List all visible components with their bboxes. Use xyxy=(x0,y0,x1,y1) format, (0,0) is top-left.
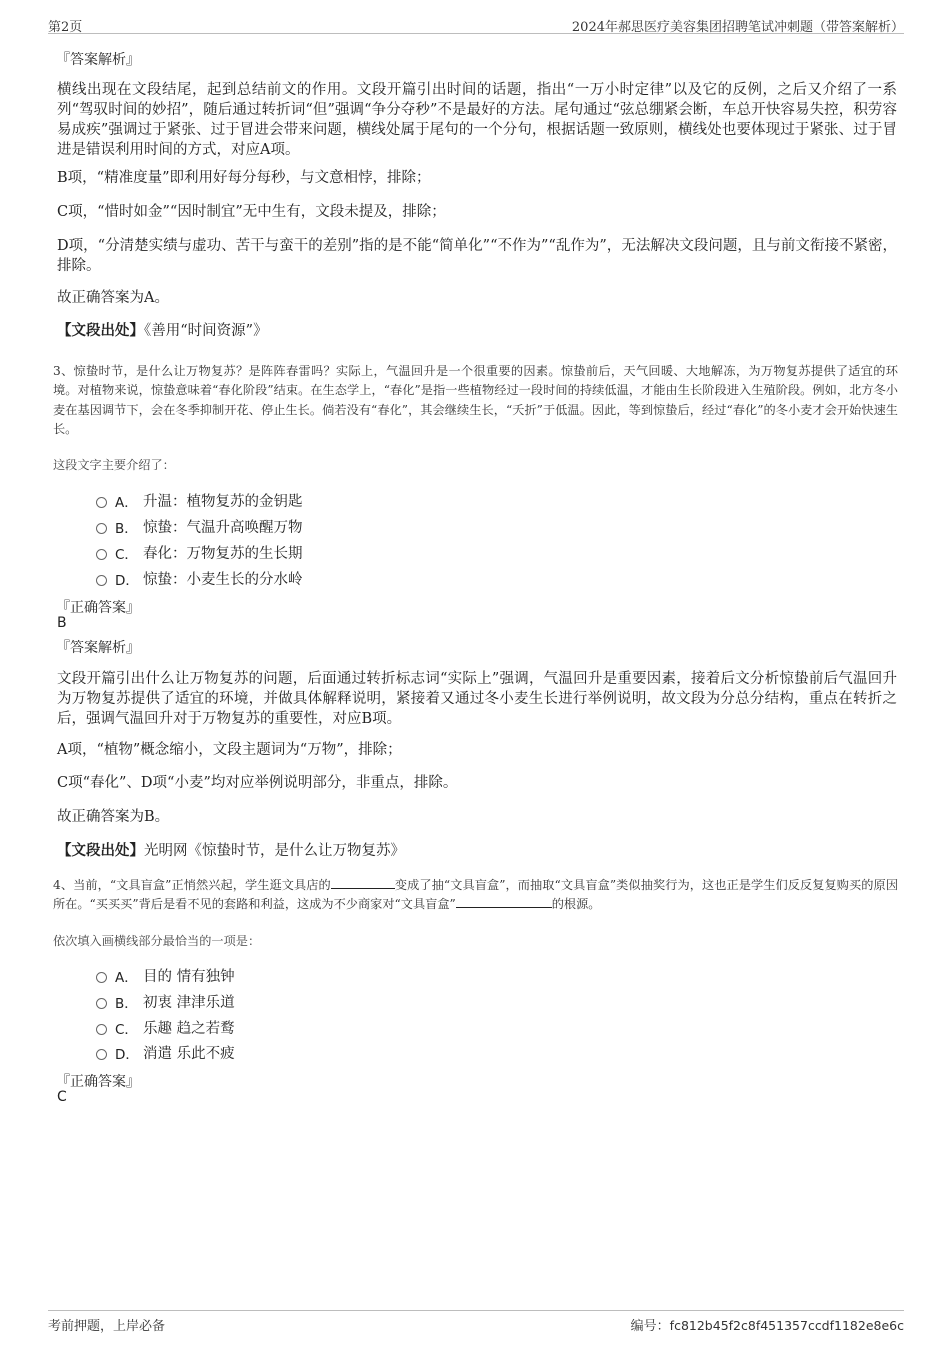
radio-icon[interactable] xyxy=(96,1049,107,1060)
footer-slogan: 考前押题，上岸必备 xyxy=(48,1319,166,1334)
q2-analysis-label: 『答案解析』 xyxy=(56,52,140,68)
option-letter: A． xyxy=(115,969,138,986)
q2-conclusion: 故正确答案为A。 xyxy=(57,290,169,306)
q3-option-b[interactable] xyxy=(96,516,303,537)
option-text: 惊蛰：小麦生长的分水岭 xyxy=(143,572,303,588)
option-text: 惊蛰：气温升高唤醒万物 xyxy=(143,520,303,536)
radio-icon[interactable] xyxy=(96,998,107,1009)
q3-option-d[interactable] xyxy=(96,568,303,589)
page-header xyxy=(48,14,904,34)
q2-source-text: 《善用“时间资源”》 xyxy=(144,323,268,339)
radio-icon[interactable] xyxy=(96,497,107,508)
page-number: 第2页 xyxy=(48,20,83,35)
option-letter: D． xyxy=(115,572,139,589)
code-value: fc812b45f2c8f451357ccdf1182e8e6c xyxy=(669,1318,904,1333)
q4-option-b[interactable] xyxy=(96,991,235,1012)
radio-icon[interactable] xyxy=(96,1024,107,1035)
option-letter: D． xyxy=(115,1046,139,1063)
radio-icon[interactable] xyxy=(96,523,107,534)
code-label: 编号： xyxy=(630,1319,670,1334)
q3-source-label: 【文段出处】 xyxy=(57,842,144,859)
q3-prompt: 这段文字主要介绍了： xyxy=(53,458,175,472)
q2-option-c-analysis: C项，“惜时如金”“因时制宜”无中生有，文段未提及，排除； xyxy=(57,204,446,220)
q4-option-a[interactable] xyxy=(96,965,235,986)
option-letter: B． xyxy=(115,995,138,1012)
q3-conclusion: 故正确答案为B。 xyxy=(57,809,170,825)
q4-stem xyxy=(53,876,898,915)
option-letter: B． xyxy=(115,520,138,537)
q4-stem-part3: 的根源。 xyxy=(551,897,601,912)
option-text: 消遣 乐此不疲 xyxy=(143,1046,235,1062)
q3-option-a[interactable] xyxy=(96,490,303,511)
q3-answer: B xyxy=(57,615,67,631)
option-text: 目的 情有独钟 xyxy=(143,969,235,985)
option-text: 升温：植物复苏的金钥匙 xyxy=(143,494,303,510)
q4-blank-2 xyxy=(456,895,552,908)
q3-option-a-analysis: A项，“植物”概念缩小，文段主题词为“万物”，排除； xyxy=(57,742,402,758)
radio-icon[interactable] xyxy=(96,549,107,560)
q2-option-d-analysis: D项，“分清楚实绩与虚功、苦干与蛮干的差别”指的是不能“简单化”“不作为”“乱作为”，无法解决文段问题，且与前文衔接不紧密，排除。 xyxy=(57,238,897,274)
radio-icon[interactable] xyxy=(96,972,107,983)
page-footer xyxy=(48,1310,904,1334)
option-text: 春化：万物复苏的生长期 xyxy=(143,546,303,562)
document-code xyxy=(631,1315,904,1334)
option-text: 乐趣 趋之若鹜 xyxy=(143,1021,235,1037)
q4-blank-1 xyxy=(331,876,395,889)
option-letter: C． xyxy=(115,546,138,563)
q3-source-text: 光明网《惊蛰时节，是什么让万物复苏》 xyxy=(144,843,405,859)
q2-analysis: 横线出现在文段结尾，起到总结前文的作用。文段开篇引出时间的话题，指出“一万小时定律”以及它的反例，之后又介绍了一系列“驾驭时间的妙招”，随后通过转折词“但”强调“争分夺秒”不是最好的方法。尾句通过“弦总绷紧会断，车总开快容易失控，积劳容易成疾”强调过于紧张、过于冒进会带来问题，横线处属于尾句的一个分句，根据话题一致原则，横线处也要体现过于紧张、过于冒进是错误利用时间的方式，对应A项。 xyxy=(57,82,897,158)
q4-stem-part2: 变成了抽“文具盲盒”，而抽取“文具盲盒”类似抽奖行为，这也正是学生们反反复复购买的原因所在。“买买买”背后是看不见的套路和利益，这成为不少商家对“文具盲盒” xyxy=(53,878,899,912)
option-letter: A． xyxy=(115,494,138,511)
radio-icon[interactable] xyxy=(96,575,107,586)
q3-analysis: 文段开篇引出什么让万物复苏的问题，后面通过转折标志词“实际上”强调，气温回升是重要因素，接着后文分析惊蛰前后气温回升为万物复苏提供了适宜的环境，并做具体解释说明，紧接着又通过冬小麦生长进行举例说明，故文段为分总分结构，重点在转折之后，强调气温回升对于万物复苏的重要性，对应B项。 xyxy=(57,671,897,727)
q2-source-label: 【文段出处】 xyxy=(57,322,144,339)
q3-option-cd-analysis: C项“春化”、D项“小麦”均对应举例说明部分，非重点，排除。 xyxy=(57,775,458,791)
q3-answer-label: 『正确答案』 xyxy=(56,600,140,616)
q2-source xyxy=(57,321,897,341)
option-letter: C． xyxy=(115,1021,138,1038)
q4-stem-part1: 4、当前，“文具盲盒”正悄然兴起，学生逛文具店的 xyxy=(53,878,331,892)
q4-option-c[interactable] xyxy=(96,1017,235,1038)
q4-prompt: 依次填入画横线部分最恰当的一项是： xyxy=(53,934,261,948)
q4-answer: C xyxy=(57,1089,67,1105)
q4-answer-label: 『正确答案』 xyxy=(56,1074,140,1090)
q3-analysis-label: 『答案解析』 xyxy=(56,640,140,656)
q2-option-b-analysis: B项，“精准度量”即利用好每分每秒，与文意相悖，排除； xyxy=(57,170,431,186)
option-text: 初衷 津津乐道 xyxy=(143,995,235,1011)
q3-option-c[interactable] xyxy=(96,542,303,563)
q4-option-d[interactable] xyxy=(96,1042,235,1063)
q3-stem: 3、惊蛰时节，是什么让万物复苏？是阵阵春雷吗？实际上，气温回升是一个很重要的因素。惊蛰前后，天气回暖、大地解冻，为万物复苏提供了适宜的环境。对植物来说，惊蛰意味着“春化阶段”结束。在生态学上，“春化”是指一些植物经过一段时间的持续低温，才能由生长阶段进入生殖阶段。例如，北方冬小麦在基因调节下，会在冬季抑制开花、停止生长。倘若没有“春化”，其会继续生长，“夭折”于低温。因此，等到惊蛰后，经过“春化”的冬小麦才会开始快速生长。 xyxy=(53,364,898,436)
q3-source xyxy=(57,841,897,861)
document-title: 2024年郝思医疗美容集团招聘笔试冲刺题（带答案解析） xyxy=(571,20,904,35)
